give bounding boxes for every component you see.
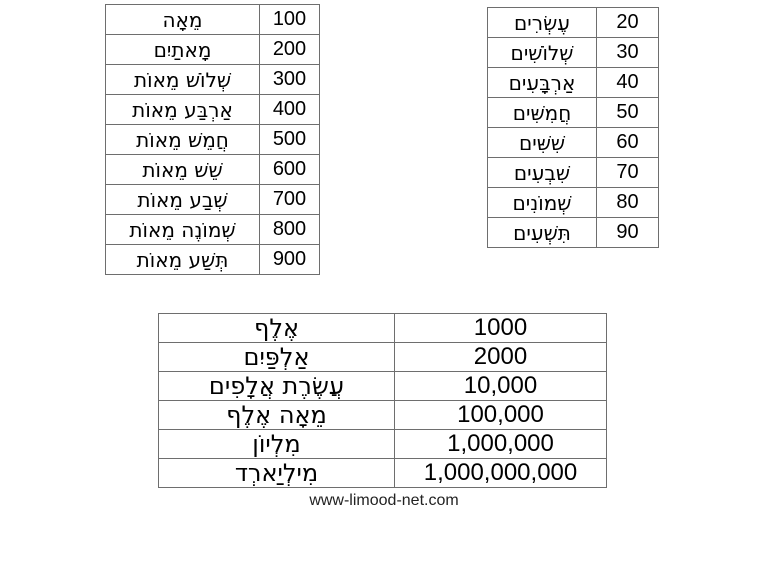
- number-value: 700: [260, 185, 320, 215]
- hebrew-number-name: מִילְיַארְד: [159, 459, 395, 488]
- table-row: [488, 218, 659, 248]
- table-row: [159, 401, 607, 430]
- table-row: [159, 314, 607, 343]
- table-row: [106, 35, 320, 65]
- table-row: [106, 95, 320, 125]
- number-value: 900: [260, 245, 320, 275]
- hebrew-number-name: עֶשְׂרִים: [488, 8, 597, 38]
- hebrew-number-name: שְׁלוֹשׁ מֵאוֹת: [106, 65, 260, 95]
- number-value: 800: [260, 215, 320, 245]
- hebrew-number-name: מֵאָה: [106, 5, 260, 35]
- table-row: [488, 38, 659, 68]
- number-value: 1,000,000: [395, 430, 607, 459]
- hebrew-number-name: אַלְפַּיִם: [159, 343, 395, 372]
- table-row: [106, 185, 320, 215]
- tens-table: [487, 7, 659, 248]
- table-row: [106, 155, 320, 185]
- hebrew-number-name: שֵׁשׁ מֵאוֹת: [106, 155, 260, 185]
- hebrew-number-name: עֲשֶׂרֶת אֲלָפִים: [159, 372, 395, 401]
- number-value: 10,000: [395, 372, 607, 401]
- table-row: [159, 430, 607, 459]
- number-value: 20: [597, 8, 659, 38]
- number-value: 1000: [395, 314, 607, 343]
- number-value: 70: [597, 158, 659, 188]
- hebrew-number-name: שְׁמוֹנִים: [488, 188, 597, 218]
- table-row: [488, 8, 659, 38]
- table-row: [106, 65, 320, 95]
- table-row: [159, 343, 607, 372]
- hebrew-number-name: שְׁלוֹשִׁים: [488, 38, 597, 68]
- number-value: 600: [260, 155, 320, 185]
- hebrew-number-name: תְּשַׁע מֵאוֹת: [106, 245, 260, 275]
- number-value: 60: [597, 128, 659, 158]
- large-numbers-table: [158, 313, 607, 488]
- hebrew-number-name: חֲמֵשׁ מֵאוֹת: [106, 125, 260, 155]
- number-value: 40: [597, 68, 659, 98]
- table-row: [488, 128, 659, 158]
- number-value: 200: [260, 35, 320, 65]
- table-row: [159, 459, 607, 488]
- hebrew-number-name: תִּשְׁעִים: [488, 218, 597, 248]
- hebrew-number-name: חֲמִשִּׁים: [488, 98, 597, 128]
- number-value: 50: [597, 98, 659, 128]
- table-row: [488, 68, 659, 98]
- number-value: 100: [260, 5, 320, 35]
- hebrew-number-name: אֶלֶף: [159, 314, 395, 343]
- table-row: [488, 98, 659, 128]
- number-value: 300: [260, 65, 320, 95]
- hebrew-number-name: מִלְיוֹן: [159, 430, 395, 459]
- hebrew-number-name: שְׁבַע מֵאוֹת: [106, 185, 260, 215]
- number-value: 90: [597, 218, 659, 248]
- hundreds-table: [105, 4, 320, 275]
- number-value: 30: [597, 38, 659, 68]
- table-row: [488, 158, 659, 188]
- number-value: 400: [260, 95, 320, 125]
- website-url: www-limood-net.com: [309, 492, 459, 509]
- hebrew-number-name: מָאתַיִם: [106, 35, 260, 65]
- number-value: 1,000,000,000: [395, 459, 607, 488]
- hebrew-number-name: שִׁבְעִים: [488, 158, 597, 188]
- hebrew-number-name: אַרְבָּעִים: [488, 68, 597, 98]
- number-value: 100,000: [395, 401, 607, 430]
- table-row: [106, 125, 320, 155]
- hebrew-number-name: שְׁמוֹנֶה מֵאוֹת: [106, 215, 260, 245]
- table-row: [106, 215, 320, 245]
- table-row: [106, 5, 320, 35]
- table-row: [106, 245, 320, 275]
- hebrew-number-name: אַרְבַּע מֵאוֹת: [106, 95, 260, 125]
- hebrew-number-name: שִׁשִּׁים: [488, 128, 597, 158]
- table-row: [159, 372, 607, 401]
- table-row: [488, 188, 659, 218]
- hebrew-number-name: מֵאָה אֶלֶף: [159, 401, 395, 430]
- number-value: 500: [260, 125, 320, 155]
- number-value: 2000: [395, 343, 607, 372]
- number-value: 80: [597, 188, 659, 218]
